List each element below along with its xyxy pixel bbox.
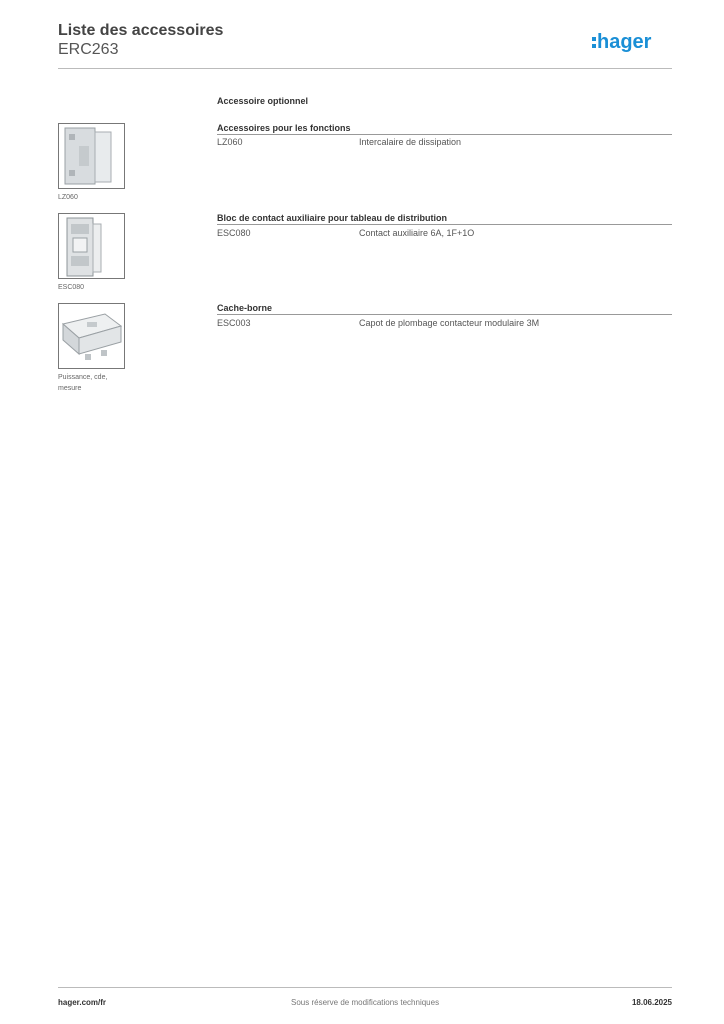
page-header <box>58 20 672 70</box>
accessory-ref: ESC003 <box>217 318 251 328</box>
image-caption: LZ060 <box>58 194 78 201</box>
product-image-lz060 <box>58 123 125 189</box>
footer-divider <box>58 987 672 988</box>
image-caption-line: Puissance, cde, <box>58 374 108 381</box>
image-caption: ESC080 <box>58 284 85 291</box>
footer-disclaimer: Sous réserve de modifications techniques <box>291 998 440 1007</box>
accessory-ref: LZ060 <box>217 137 243 147</box>
group-title: Bloc de contact auxiliaire pour tableau de distribution <box>217 213 672 225</box>
accessory-description: Contact auxiliaire 6A, 1F+1O <box>359 228 475 238</box>
logo-text: hager <box>597 31 652 53</box>
group-title: Accessoires pour les fonctions <box>217 123 672 135</box>
accessory-ref: ESC080 <box>217 228 251 238</box>
header-divider <box>58 68 672 69</box>
footer-website-link[interactable]: hager.com/fr <box>58 998 107 1007</box>
accessory-description: Capot de plombage contacteur modulaire 3M <box>359 318 540 328</box>
hager-logo <box>592 28 672 54</box>
product-image-esc080 <box>58 213 125 279</box>
image-caption <box>58 372 138 394</box>
group-title: Cache-borne <box>217 303 672 315</box>
product-reference: ERC263 <box>58 41 119 58</box>
product-image-esc003 <box>58 303 125 369</box>
section-title: Accessoire optionnel <box>217 96 309 106</box>
footer-date: 18.06.2025 <box>631 998 672 1007</box>
page-title: Liste des accessoires <box>58 22 224 39</box>
image-caption-line: mesure <box>58 385 82 392</box>
accessory-description: Intercalaire de dissipation <box>359 137 462 147</box>
